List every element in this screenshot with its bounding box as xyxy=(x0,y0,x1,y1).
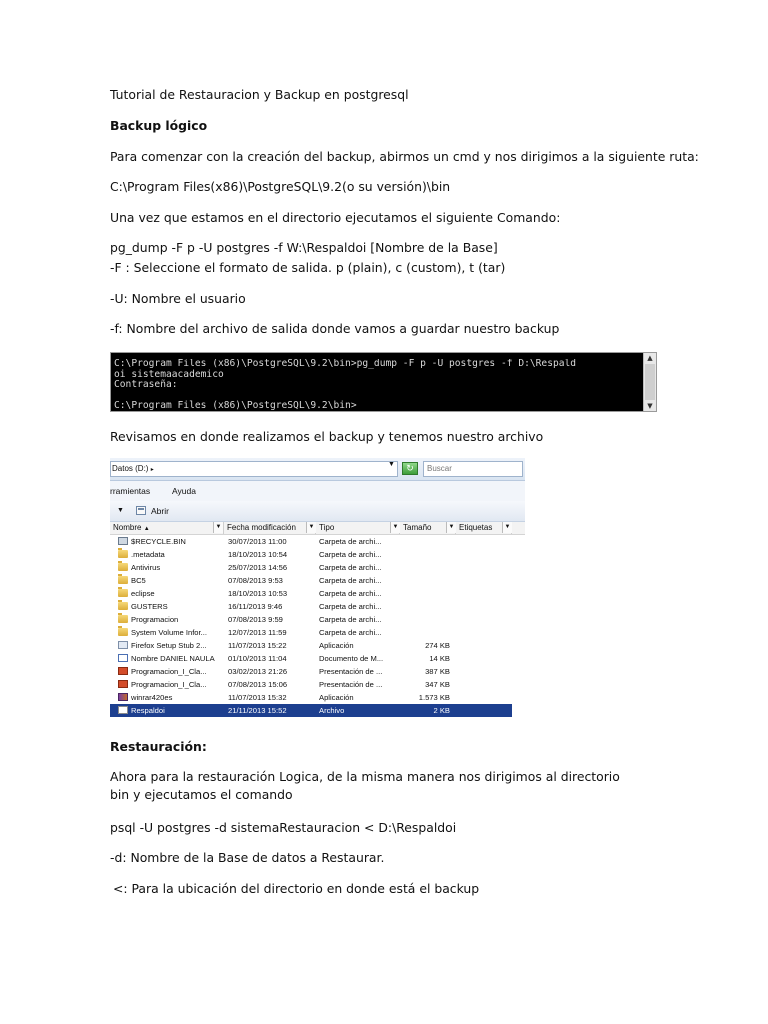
address-text: Datos (D:) xyxy=(112,464,149,473)
console-line: C:\Program Files (x86)\PostgreSQL\9.2\bin> xyxy=(114,400,357,411)
file-row[interactable] xyxy=(110,704,512,717)
file-date: 18/10/2013 10:54 xyxy=(228,550,288,559)
file-size: 274 KB xyxy=(425,641,450,650)
file-type: Carpeta de archi... xyxy=(319,576,382,585)
word-doc-icon xyxy=(118,654,128,662)
folder-icon xyxy=(118,602,128,610)
file-explorer xyxy=(110,458,525,724)
heading-restore: Restauración: xyxy=(110,739,207,754)
folder-icon xyxy=(118,628,128,636)
file-name: BC5 xyxy=(131,576,146,585)
file-date: 07/08/2013 9:59 xyxy=(228,615,283,624)
document-title: Tutorial de Restauracion y Backup en postgresql xyxy=(110,87,409,102)
paragraph-intro: Para comenzar con la creación del backup, abirmos un cmd y nos dirigimos a la siguiente ruta: xyxy=(110,149,699,164)
console-line: C:\Program Files (x86)\PostgreSQL\9.2\bin>pg_dump -F p -U postgres -f D:\Respald xyxy=(114,359,577,369)
column-filter-icon[interactable]: ▼ xyxy=(446,522,456,533)
file-row[interactable] xyxy=(110,548,512,561)
file-row[interactable] xyxy=(110,535,512,548)
bin-icon xyxy=(118,537,128,545)
folder-icon xyxy=(118,589,128,597)
address-bar xyxy=(110,458,525,481)
paragraph-restore: Ahora para la restauración Logica, de la misma manera nos dirigimos al directorio bin y ejecutamos el comando xyxy=(110,769,620,802)
file-row[interactable] xyxy=(110,691,512,704)
file-name: Programacion_I_Cla... xyxy=(131,667,207,676)
search-input[interactable]: Buscar xyxy=(423,461,523,477)
paragraph-review: Revisamos en donde realizamos el backup y tenemos nuestro archivo xyxy=(110,429,544,444)
file-name: Programacion xyxy=(131,615,179,624)
paragraph-directory: Una vez que estamos en el directorio ejecutamos el siguiente Comando: xyxy=(110,210,561,225)
file-type: Presentación de ... xyxy=(319,680,383,689)
file-name: winrar420es xyxy=(131,693,173,702)
file-type: Archivo xyxy=(319,706,345,715)
file-row[interactable] xyxy=(110,665,512,678)
chevron-right-icon: ▸ xyxy=(150,467,154,473)
folder-icon xyxy=(118,615,128,623)
folder-icon xyxy=(118,576,128,584)
file-date: 11/07/2013 15:22 xyxy=(228,641,287,650)
file-date: 12/07/2013 11:59 xyxy=(228,628,287,637)
console-scrollbar[interactable] xyxy=(643,353,656,411)
file-name: GUSTERS xyxy=(131,602,168,611)
option-redirect: <: Para la ubicación del directorio en donde está el backup xyxy=(113,881,480,896)
folder-icon xyxy=(118,563,128,571)
file-row[interactable] xyxy=(110,561,512,574)
column-filter-icon[interactable]: ▼ xyxy=(213,522,223,533)
file-size: 387 KB xyxy=(425,667,450,676)
file-row[interactable] xyxy=(110,652,512,665)
file-size: 2 KB xyxy=(433,706,450,715)
option-d: -d: Nombre de la Base de datos a Restaurar. xyxy=(110,850,385,865)
chevron-down-icon[interactable]: ▼ xyxy=(388,461,395,468)
column-headers xyxy=(110,522,525,535)
scroll-thumb[interactable] xyxy=(645,364,655,400)
file-date: 07/08/2013 9:53 xyxy=(228,576,283,585)
file-row[interactable] xyxy=(110,626,512,639)
app-icon xyxy=(118,641,128,649)
file-name: .metadata xyxy=(131,550,165,559)
column-label: Nombre xyxy=(113,523,142,532)
file-date: 07/08/2013 15:06 xyxy=(228,680,288,689)
menu-item-tools[interactable]: rramientas xyxy=(110,486,151,496)
console-line: Contraseña: xyxy=(114,379,178,390)
menu-item-help[interactable]: Ayuda xyxy=(172,486,196,496)
refresh-icon[interactable]: ↻ xyxy=(402,462,418,475)
column-filter-icon[interactable]: ▼ xyxy=(306,522,316,533)
file-date: 25/07/2013 14:56 xyxy=(228,563,288,572)
open-button[interactable]: Abrir xyxy=(151,506,169,516)
file-date: 30/07/2013 11:00 xyxy=(228,537,287,546)
file-type: Aplicación xyxy=(319,641,354,650)
file-name: System Volume Infor... xyxy=(131,628,207,637)
presentation-icon xyxy=(118,680,128,688)
file-row[interactable] xyxy=(110,587,512,600)
file-name: eclipse xyxy=(131,589,155,598)
toolbar xyxy=(110,501,525,522)
column-header-date[interactable] xyxy=(224,522,316,534)
file-row[interactable] xyxy=(110,574,512,587)
file-date: 18/10/2013 10:53 xyxy=(228,589,288,598)
scroll-down-icon[interactable]: ▼ xyxy=(647,402,653,410)
file-date: 03/02/2013 21:26 xyxy=(228,667,288,676)
file-name: Programacion_I_Cla... xyxy=(131,680,207,689)
column-label: Tipo xyxy=(319,523,335,532)
file-type: Carpeta de archi... xyxy=(319,615,382,624)
address-field[interactable] xyxy=(110,461,398,477)
option-U: -U: Nombre el usuario xyxy=(110,291,246,306)
file-type: Carpeta de archi... xyxy=(319,537,382,546)
folder-icon xyxy=(118,550,128,558)
file-date: 11/07/2013 15:32 xyxy=(228,693,287,702)
column-filter-icon[interactable]: ▼ xyxy=(390,522,400,533)
column-header-name[interactable] xyxy=(110,522,224,534)
presentation-icon xyxy=(118,667,128,675)
file-name: $RECYCLE.BIN xyxy=(131,537,186,546)
file-size: 1.573 KB xyxy=(418,693,450,702)
column-label: Etiquetas xyxy=(459,523,493,532)
file-name: Nombre DANIEL NAULA xyxy=(131,654,215,663)
psql-command: psql -U postgres -d sistemaRestauracion < D:\Respaldoi xyxy=(110,820,457,835)
file-row[interactable] xyxy=(110,613,512,626)
console-line: oi sistemaacademico xyxy=(114,368,224,380)
file-size: 347 KB xyxy=(425,680,450,689)
file-row[interactable] xyxy=(110,678,512,691)
file-size: 14 KB xyxy=(429,654,450,663)
chevron-down-icon[interactable]: ▼ xyxy=(117,507,124,514)
file-type: Carpeta de archi... xyxy=(319,602,382,611)
file-date: 21/11/2013 15:52 xyxy=(228,706,287,715)
console-window xyxy=(110,352,657,412)
file-date: 16/11/2013 9:46 xyxy=(228,602,283,611)
file-row[interactable] xyxy=(110,639,512,652)
file-type: Carpeta de archi... xyxy=(319,628,382,637)
column-filter-icon[interactable]: ▼ xyxy=(502,522,512,533)
file-type: Presentación de ... xyxy=(319,667,383,676)
file-name: Respaldoi xyxy=(131,706,165,715)
heading-backup: Backup lógico xyxy=(110,118,208,133)
option-F: -F : Seleccione el formato de salida. p (plain), c (custom), t (tar) xyxy=(110,260,506,275)
file-type: Aplicación xyxy=(319,693,354,702)
column-header-type[interactable] xyxy=(316,522,400,534)
option-f: -f: Nombre del archivo de salida donde vamos a guardar nuestro backup xyxy=(110,321,560,336)
file-type: Carpeta de archi... xyxy=(319,563,382,572)
menu-bar xyxy=(110,481,525,501)
file-name: Firefox Setup Stub 2... xyxy=(131,641,207,650)
sort-up-icon: ▲ xyxy=(143,526,150,532)
file-row[interactable] xyxy=(110,600,512,613)
file-type: Carpeta de archi... xyxy=(319,550,382,559)
bin-path: C:\Program Files(x86)\PostgreSQL\9.2(o su versión)\bin xyxy=(110,179,451,194)
file-type: Documento de M... xyxy=(319,654,384,663)
file-name: Antivirus xyxy=(131,563,161,572)
open-window-icon xyxy=(136,506,146,515)
file-type: Carpeta de archi... xyxy=(319,589,382,598)
column-label: Fecha modificación xyxy=(227,523,296,532)
column-label: Tamaño xyxy=(403,523,432,532)
scroll-up-icon[interactable]: ▲ xyxy=(647,354,653,362)
winrar-icon xyxy=(118,693,128,701)
pg-dump-command: pg_dump -F p -U postgres -f W:\Respaldoi [Nombre de la Base] xyxy=(110,240,498,255)
file-date: 01/10/2013 11:04 xyxy=(228,654,287,663)
file-icon xyxy=(118,706,128,714)
console-output xyxy=(114,359,642,412)
